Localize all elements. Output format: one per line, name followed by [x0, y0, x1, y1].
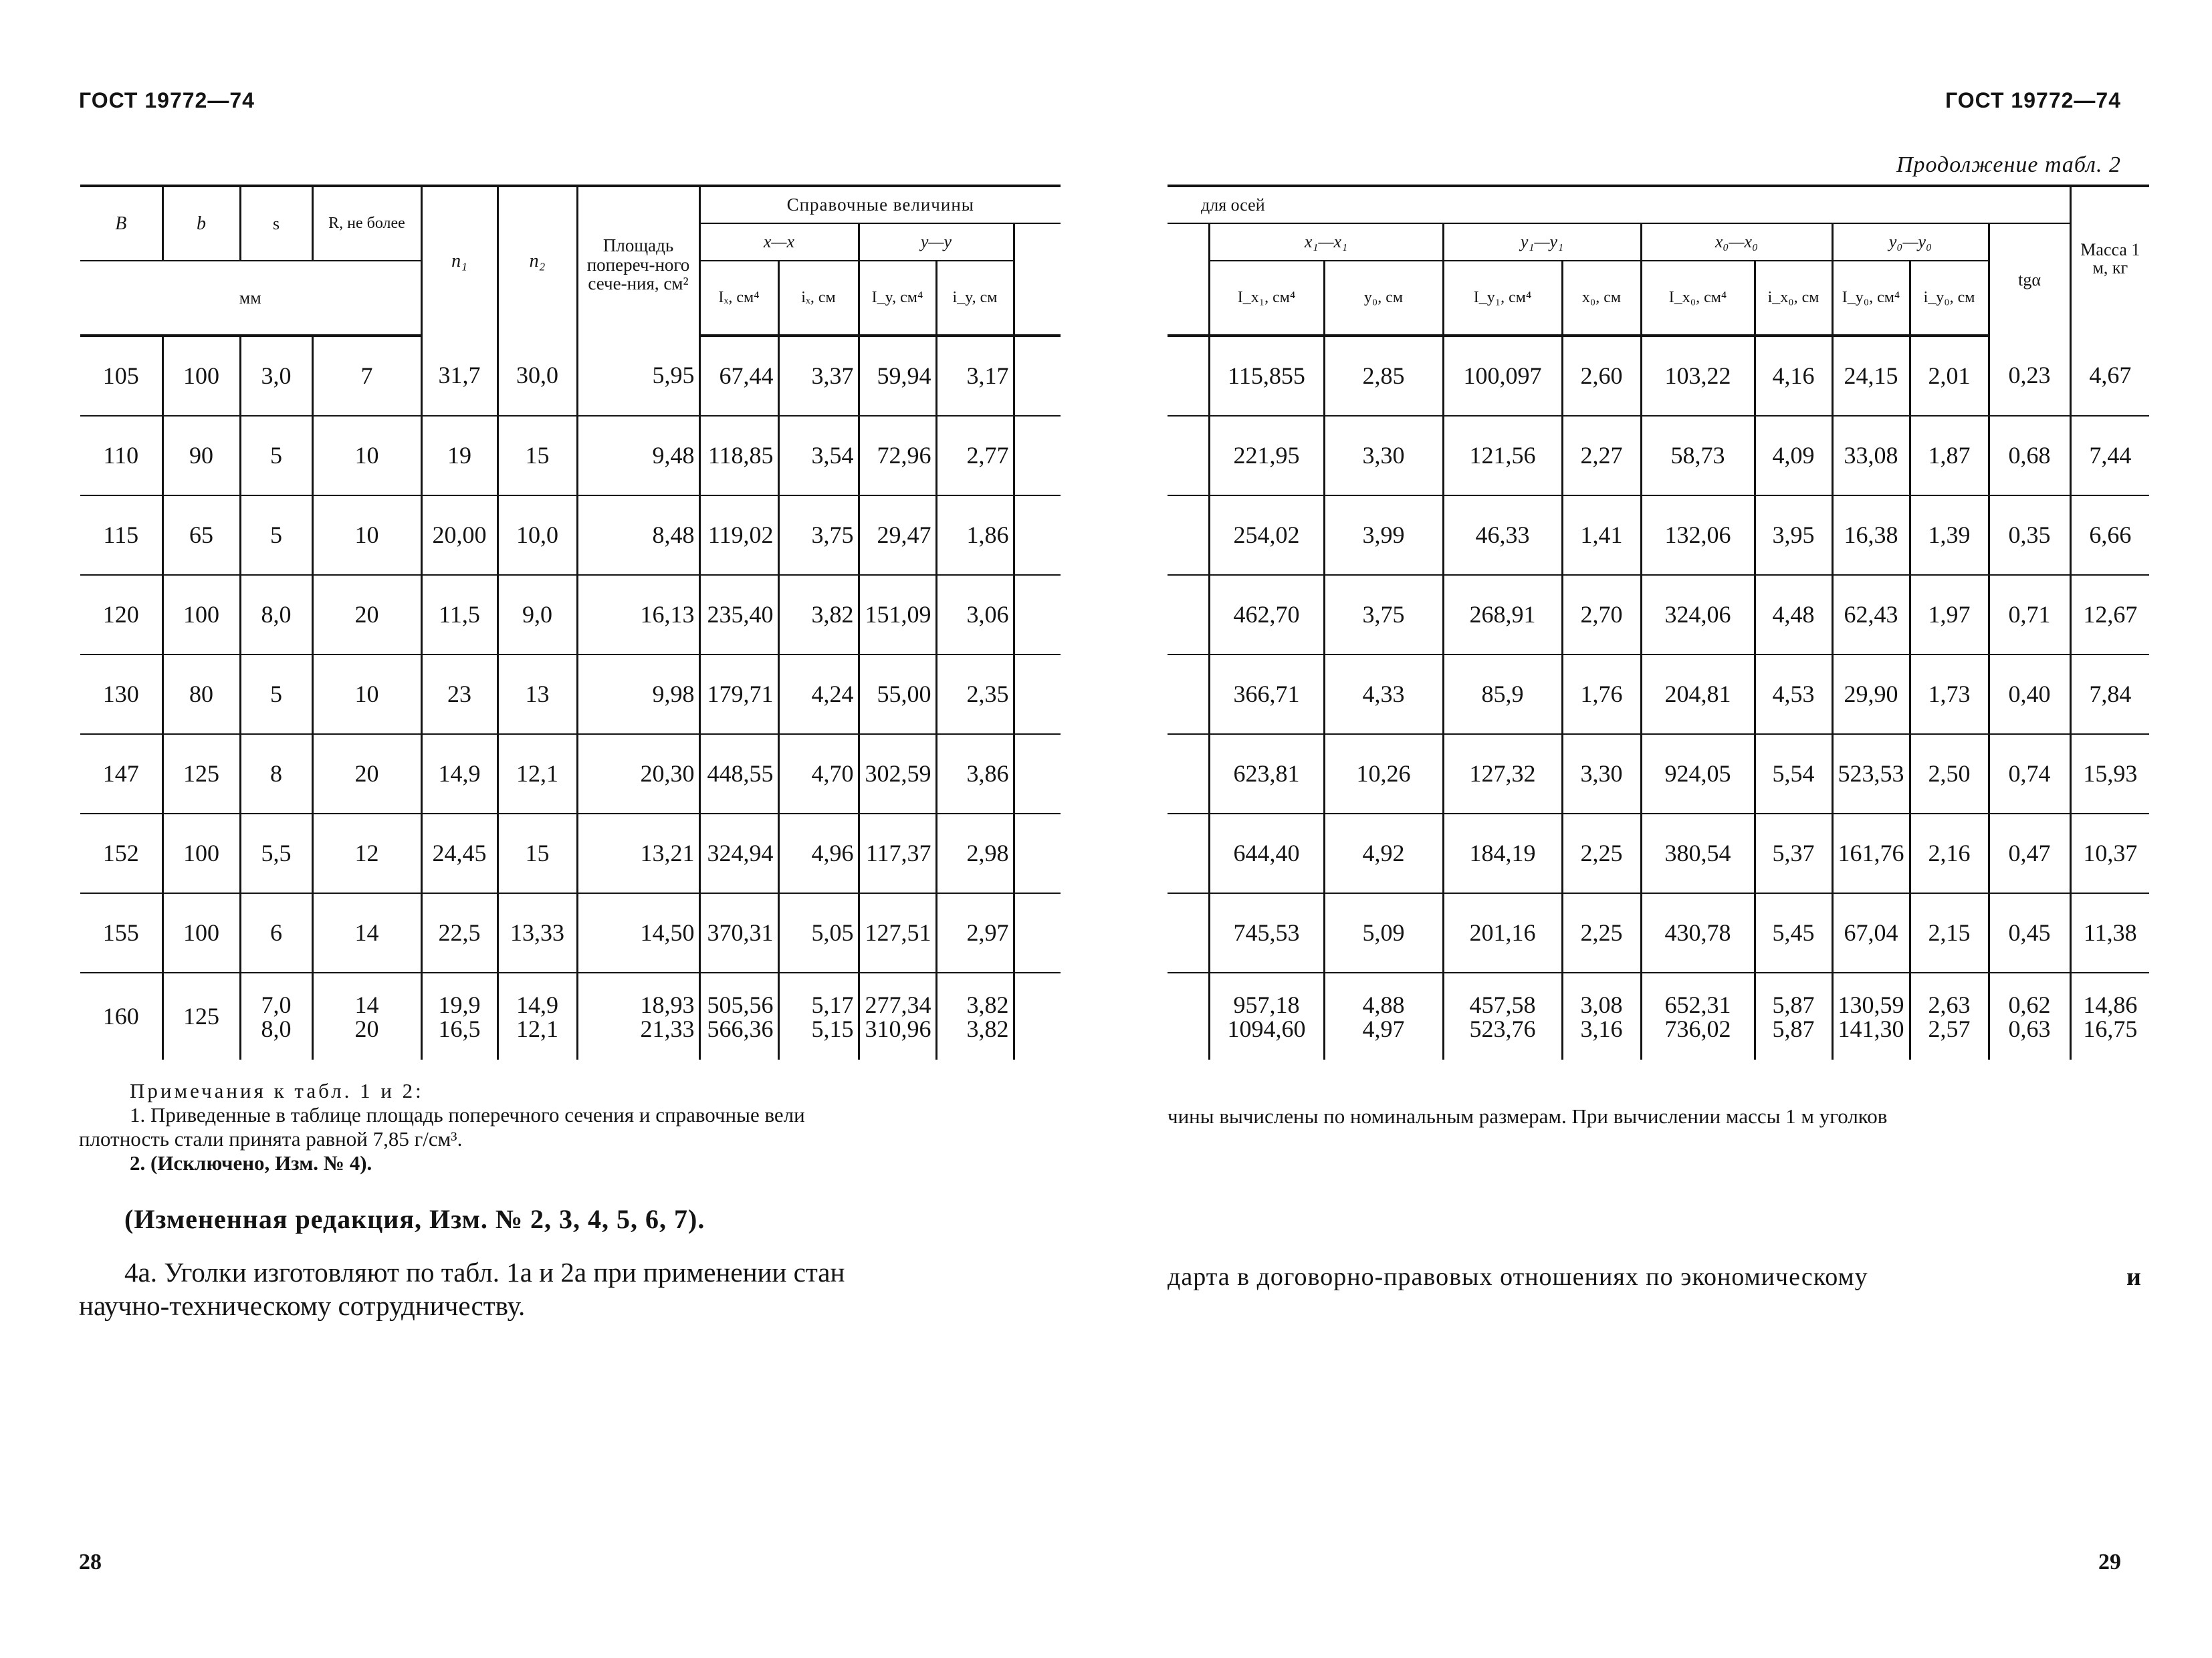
header-tg: tgα [1989, 223, 2070, 336]
table-row [80, 495, 1061, 575]
cell-n2 [497, 973, 577, 1060]
cell-area [577, 973, 699, 1060]
cell-Iy1 [1443, 973, 1562, 1060]
cell-iy0: 2,50 [1910, 734, 1989, 814]
cell-Iy: 151,09 [859, 575, 936, 655]
table-row [80, 655, 1061, 734]
cell-Iy: 127,51 [859, 893, 936, 973]
header-R: R, не более [312, 186, 421, 261]
cell-Ix1: 366,71 [1209, 655, 1324, 734]
cell-R: 14 [312, 893, 421, 973]
cell-Iy1-line-1: 457,58 [1469, 991, 1536, 1018]
note-1-line-1: 1. Приведенные в таблице площадь поперечного сечения и справочные вели [130, 1103, 805, 1127]
cell-R: 10 [312, 655, 421, 734]
header-ix0: i_x₀, см [1755, 261, 1832, 336]
cell-n1: 24,45 [421, 814, 497, 893]
cell-iy: 3,86 [936, 734, 1014, 814]
cell-iy: 3,17 [936, 336, 1014, 416]
cell-n1: 20,00 [421, 495, 497, 575]
cell-Iy: 117,37 [859, 814, 936, 893]
cell-tg [1989, 973, 2070, 1060]
cell-ix0-line-2: 5,87 [1772, 1015, 1815, 1042]
cell-ix0-line-1: 5,87 [1772, 991, 1815, 1018]
cell-s: 5 [240, 655, 312, 734]
table-row [1168, 575, 2149, 655]
cell-s: 6 [240, 893, 312, 973]
cell-Iy0-line-1: 130,59 [1838, 991, 1904, 1018]
cell-ix-line-1: 5,17 [811, 991, 854, 1018]
cell-ix: 5,05 [778, 893, 859, 973]
cell-Iy0: 523,53 [1832, 734, 1910, 814]
table-row [1168, 893, 2149, 973]
table-row [80, 973, 1061, 1060]
cell-Ix: 179,71 [699, 655, 778, 734]
cell-n1-line-2: 16,5 [438, 1015, 481, 1042]
cell-ix0: 4,09 [1755, 416, 1832, 495]
header-Iy1: I_y₁, см⁴ [1443, 261, 1562, 336]
cell-Ix0-line-1: 652,31 [1664, 991, 1731, 1018]
header-n1: n₁ [421, 186, 497, 336]
cell-B: 120 [80, 575, 162, 655]
cell-area-line-2: 21,33 [640, 1015, 695, 1042]
cell-Iy0: 33,08 [1832, 416, 1910, 495]
cell-mass: 15,93 [2070, 734, 2149, 814]
cell-Iy: 302,59 [859, 734, 936, 814]
cell-Ix1-line-2: 1094,60 [1227, 1015, 1306, 1042]
cell-Ix: 118,85 [699, 416, 778, 495]
header-yy: y—y [859, 223, 1014, 261]
cell-Iy1: 121,56 [1443, 416, 1562, 495]
table-row [1168, 814, 2149, 893]
cell-b: 100 [162, 814, 240, 893]
cell-iy0: 1,73 [1910, 655, 1989, 734]
cell-b: 65 [162, 495, 240, 575]
cell-tg: 0,40 [1989, 655, 2070, 734]
cell-iy [936, 973, 1014, 1060]
cell-s: 3,0 [240, 336, 312, 416]
cell-Iy1: 85,9 [1443, 655, 1562, 734]
cell-Ix0: 132,06 [1641, 495, 1755, 575]
table-row [80, 416, 1061, 495]
cell-tg-line-1: 0,62 [2008, 991, 2051, 1018]
cell-B: 147 [80, 734, 162, 814]
cell-s: 5,5 [240, 814, 312, 893]
cell-Ix0-line-2: 736,02 [1664, 1015, 1731, 1042]
cell-Ix1: 623,81 [1209, 734, 1324, 814]
cell-Ix1: 644,40 [1209, 814, 1324, 893]
cell-Iy1: 46,33 [1443, 495, 1562, 575]
cell-x0: 3,30 [1562, 734, 1641, 814]
cell-ix0: 4,48 [1755, 575, 1832, 655]
table-row [1168, 416, 2149, 495]
cell-Iy0: 62,43 [1832, 575, 1910, 655]
cell-Ix0: 324,06 [1641, 575, 1755, 655]
cell-x0: 1,76 [1562, 655, 1641, 734]
cell-Ix1: 221,95 [1209, 416, 1324, 495]
table-row [1168, 734, 2149, 814]
cell-Iy1: 268,91 [1443, 575, 1562, 655]
cell-Iy-line-1: 277,34 [865, 991, 931, 1018]
paragraph-4a [79, 1256, 845, 1322]
header-x1x1: x₁—x₁ [1209, 223, 1443, 261]
cell-Iy0: 24,15 [1832, 336, 1910, 416]
cell-Ix: 235,40 [699, 575, 778, 655]
cell-B: 110 [80, 416, 162, 495]
table-row [1168, 655, 2149, 734]
cell-R: 7 [312, 336, 421, 416]
cell-mass: 12,67 [2070, 575, 2149, 655]
table-row [80, 575, 1061, 655]
table-row [80, 814, 1061, 893]
cell-n1: 22,5 [421, 893, 497, 973]
cell-Ix1: 254,02 [1209, 495, 1324, 575]
cell-y0: 4,33 [1324, 655, 1443, 734]
cell-Iy-line-2: 310,96 [865, 1015, 931, 1042]
cell-Iy1-line-2: 523,76 [1469, 1015, 1536, 1042]
cell-ix: 4,96 [778, 814, 859, 893]
header-y1y1: y₁—y₁ [1443, 223, 1641, 261]
cell-Iy1: 184,19 [1443, 814, 1562, 893]
header-s: s [240, 186, 312, 261]
cell-ix0: 5,37 [1755, 814, 1832, 893]
cell-Ix1-line-1: 957,18 [1233, 991, 1300, 1018]
cell-mass: 4,67 [2070, 336, 2149, 416]
cell-R-line-2: 20 [354, 1015, 379, 1042]
cell-x0: 2,25 [1562, 893, 1641, 973]
cell-B: 105 [80, 336, 162, 416]
cell-ix0: 5,54 [1755, 734, 1832, 814]
table-row [1168, 336, 2149, 416]
header-y0y0: y₀—y₀ [1832, 223, 1989, 261]
header-n2: n₂ [497, 186, 577, 336]
cell-Ix [699, 973, 778, 1060]
header-mass: Масса 1 м, кг [2070, 186, 2149, 336]
cell-Iy1: 100,097 [1443, 336, 1562, 416]
table-row [80, 336, 1061, 416]
cell-y0 [1324, 973, 1443, 1060]
cell-Ix0: 204,81 [1641, 655, 1755, 734]
paragraph-4a-line-2: научно-техническому сотрудничеству. [79, 1290, 526, 1321]
cell-area: 9,98 [577, 655, 699, 734]
cell-mass-line-1: 14,86 [2083, 991, 2138, 1018]
cell-iy: 2,98 [936, 814, 1014, 893]
cell-iy: 3,06 [936, 575, 1014, 655]
cell-s-line-1: 7,0 [261, 991, 292, 1018]
cell-x0: 2,70 [1562, 575, 1641, 655]
cell-Iy0: 161,76 [1832, 814, 1910, 893]
right-page [1106, 0, 2212, 1658]
cell-iy0 [1910, 973, 1989, 1060]
cell-Iy: 29,47 [859, 495, 936, 575]
header-x0x0: x₀—x₀ [1641, 223, 1832, 261]
paragraph-4a-line-1: 4а. Уголки изготовляют по табл. 1а и 2а при применении стан [124, 1257, 845, 1288]
cell-b: 100 [162, 336, 240, 416]
cell-B: 115 [80, 495, 162, 575]
cell-tg: 0,74 [1989, 734, 2070, 814]
cell-ix: 3,75 [778, 495, 859, 575]
header-for-axes: для осей [1168, 186, 2070, 223]
cell-b: 90 [162, 416, 240, 495]
cell-mass: 11,38 [2070, 893, 2149, 973]
cell-b: 125 [162, 973, 240, 1060]
cell-ix0: 4,53 [1755, 655, 1832, 734]
cell-Iy: 59,94 [859, 336, 936, 416]
cell-R: 20 [312, 734, 421, 814]
cell-s: 8,0 [240, 575, 312, 655]
cell-Ix-line-2: 566,36 [707, 1015, 774, 1042]
left-page-number: 28 [79, 1550, 102, 1574]
cell-Ix0: 924,05 [1641, 734, 1755, 814]
note-2: 2. (Исключено, Изм. № 4). [130, 1151, 372, 1175]
cell-mass: 7,44 [2070, 416, 2149, 495]
table-row [1168, 973, 2149, 1060]
header-iy0: i_y₀, см [1910, 261, 1989, 336]
cell-Ix1: 745,53 [1209, 893, 1324, 973]
header-area: Площадь попереч-ного сече-ния, см² [577, 186, 699, 336]
cell-n2: 12,1 [497, 734, 577, 814]
cell-s: 5 [240, 416, 312, 495]
cell-iy: 2,35 [936, 655, 1014, 734]
cell-mass [2070, 973, 2149, 1060]
cell-n2: 13,33 [497, 893, 577, 973]
header-Iy: I_y, см⁴ [859, 261, 936, 336]
cell-ix [778, 973, 859, 1060]
cell-R-line-1: 14 [354, 991, 379, 1018]
cell-mass-line-2: 16,75 [2083, 1015, 2138, 1042]
cell-B: 160 [102, 1002, 139, 1030]
header-b: b [162, 186, 240, 261]
cell-Ix0: 103,22 [1641, 336, 1755, 416]
cell-area: 5,95 [577, 336, 699, 416]
right-table [1168, 185, 2149, 1060]
cell-ix: 3,82 [778, 575, 859, 655]
cell-x0: 1,41 [1562, 495, 1641, 575]
note-continuation: чины вычислены по номинальным размерам. При вычислении массы 1 м уголков [1168, 1104, 1888, 1128]
table-row [80, 893, 1061, 973]
cell-iy0: 2,16 [1910, 814, 1989, 893]
header-B: B [80, 186, 162, 261]
cell-Ix-line-1: 505,56 [707, 991, 774, 1018]
cell-iy0: 2,15 [1910, 893, 1989, 973]
paragraph-continuation: дарта в договорно-правовых отношениях по экономическому [1168, 1263, 1868, 1291]
cell-y0: 2,85 [1324, 336, 1443, 416]
cell-tg: 0,45 [1989, 893, 2070, 973]
cell-Ix1: 115,855 [1209, 336, 1324, 416]
cell-Iy0: 67,04 [1832, 893, 1910, 973]
header-mm: мм [80, 261, 421, 336]
right-page-number: 29 [2098, 1550, 2121, 1574]
cell-n2: 15 [497, 416, 577, 495]
cell-Ix: 67,44 [699, 336, 778, 416]
cell-iy0: 2,01 [1910, 336, 1989, 416]
cell-Iy0-line-2: 141,30 [1838, 1015, 1904, 1042]
cell-n2: 9,0 [497, 575, 577, 655]
cell-Ix0: 430,78 [1641, 893, 1755, 973]
cell-ix0 [1755, 973, 1832, 1060]
cell-Iy0 [1832, 973, 1910, 1060]
cell-n2-line-1: 14,9 [516, 991, 558, 1018]
continuation-label: Продолжение табл. 2 [1896, 152, 2121, 177]
cell-area: 20,30 [577, 734, 699, 814]
cell-ix0: 5,45 [1755, 893, 1832, 973]
cell-area: 16,13 [577, 575, 699, 655]
header-Iy0: I_y₀, см⁴ [1832, 261, 1910, 336]
cell-Ix0: 380,54 [1641, 814, 1755, 893]
cell-ix: 4,24 [778, 655, 859, 734]
cell-iy0-line-2: 2,57 [1928, 1015, 1971, 1042]
notes [79, 1079, 805, 1175]
cell-area: 13,21 [577, 814, 699, 893]
cell-n1-line-1: 19,9 [438, 991, 481, 1018]
cell-iy0: 1,39 [1910, 495, 1989, 575]
cell-s: 5 [240, 495, 312, 575]
cell-ix0: 3,95 [1755, 495, 1832, 575]
cell-n1 [421, 973, 497, 1060]
cell-iy: 1,86 [936, 495, 1014, 575]
cell-n1: 19 [421, 416, 497, 495]
cell-iy: 2,77 [936, 416, 1014, 495]
cell-tg: 0,71 [1989, 575, 2070, 655]
cell-y0-line-2: 4,97 [1362, 1015, 1405, 1042]
cell-Ix: 448,55 [699, 734, 778, 814]
redaction-note: (Измененная редакция, Изм. № 2, 3, 4, 5, 6, 7). [124, 1204, 705, 1234]
cell-Iy0: 16,38 [1832, 495, 1910, 575]
cell-s [240, 973, 312, 1060]
cell-y0-line-1: 4,88 [1362, 991, 1405, 1018]
cell-b: 125 [162, 734, 240, 814]
cell-mass: 10,37 [2070, 814, 2149, 893]
cell-Ix1 [1209, 973, 1324, 1060]
cell-n2: 10,0 [497, 495, 577, 575]
cell-x0: 2,27 [1562, 416, 1641, 495]
header-Ix: Iₓ, см⁴ [699, 261, 778, 336]
left-table [80, 185, 1061, 1060]
cell-y0: 3,75 [1324, 575, 1443, 655]
cell-tg: 0,68 [1989, 416, 2070, 495]
cell-n1: 14,9 [421, 734, 497, 814]
cell-n2: 15 [497, 814, 577, 893]
cell-area: 9,48 [577, 416, 699, 495]
cell-y0: 5,09 [1324, 893, 1443, 973]
header-Ix1: I_x₁, см⁴ [1209, 261, 1324, 336]
cell-Iy0: 29,90 [1832, 655, 1910, 734]
cell-x0 [1562, 973, 1641, 1060]
cell-Iy1: 201,16 [1443, 893, 1562, 973]
cell-n2: 30,0 [497, 336, 577, 416]
cell-Ix: 370,31 [699, 893, 778, 973]
cell-area-line-1: 18,93 [640, 991, 695, 1018]
cell-ix: 4,70 [778, 734, 859, 814]
cell-B: 152 [80, 814, 162, 893]
cell-iy0: 1,87 [1910, 416, 1989, 495]
cell-y0: 10,26 [1324, 734, 1443, 814]
right-page-header: ГОСТ 19772—74 [1945, 88, 2121, 112]
cell-x0-line-2: 3,16 [1580, 1015, 1623, 1042]
cell-tg: 0,23 [1989, 336, 2070, 416]
cell-b: 100 [162, 575, 240, 655]
left-page-header: ГОСТ 19772—74 [79, 88, 255, 112]
header-y0: y₀, см [1324, 261, 1443, 336]
cell-x0: 2,25 [1562, 814, 1641, 893]
cell-B: 155 [80, 893, 162, 973]
cell-x0-line-1: 3,08 [1580, 991, 1623, 1018]
cell-Ix1: 462,70 [1209, 575, 1324, 655]
cell-y0: 3,99 [1324, 495, 1443, 575]
cell-mass: 7,84 [2070, 655, 2149, 734]
table-row [80, 734, 1061, 814]
cell-Ix0 [1641, 973, 1755, 1060]
notes-title: Примечания к табл. 1 и 2: [130, 1079, 424, 1102]
cell-n2: 13 [497, 655, 577, 734]
cell-Iy [859, 973, 936, 1060]
cell-iy-line-2: 3,82 [966, 1015, 1009, 1042]
header-x0: x₀, см [1562, 261, 1641, 336]
cell-y0: 3,30 [1324, 416, 1443, 495]
cell-area: 8,48 [577, 495, 699, 575]
header-iy: i_y, см [936, 261, 1014, 336]
cell-Iy: 55,00 [859, 655, 936, 734]
cell-n1: 31,7 [421, 336, 497, 416]
table-row [1168, 495, 2149, 575]
header-ix: iₓ, см [778, 261, 859, 336]
cell-R: 10 [312, 416, 421, 495]
cell-iy0: 1,97 [1910, 575, 1989, 655]
cell-R: 10 [312, 495, 421, 575]
paragraph-continuation-end: и [2126, 1263, 2141, 1291]
cell-Ix: 324,94 [699, 814, 778, 893]
cell-ix: 3,54 [778, 416, 859, 495]
cell-R [312, 973, 421, 1060]
cell-n1: 23 [421, 655, 497, 734]
cell-ix: 3,37 [778, 336, 859, 416]
header-xx: x—x [699, 223, 859, 261]
cell-x0: 2,60 [1562, 336, 1641, 416]
cell-y0: 4,92 [1324, 814, 1443, 893]
cell-R: 20 [312, 575, 421, 655]
cell-mass: 6,66 [2070, 495, 2149, 575]
cell-Iy1: 127,32 [1443, 734, 1562, 814]
cell-R: 12 [312, 814, 421, 893]
cell-iy: 2,97 [936, 893, 1014, 973]
cell-ix-line-2: 5,15 [811, 1015, 854, 1042]
cell-Iy: 72,96 [859, 416, 936, 495]
cell-s: 8 [240, 734, 312, 814]
cell-b: 80 [162, 655, 240, 734]
cell-s-line-2: 8,0 [261, 1015, 292, 1042]
cell-tg: 0,47 [1989, 814, 2070, 893]
cell-Ix: 119,02 [699, 495, 778, 575]
note-1-line-2: плотность стали принята равной 7,85 г/см³. [79, 1127, 463, 1151]
cell-n1: 11,5 [421, 575, 497, 655]
cell-iy-line-1: 3,82 [966, 991, 1009, 1018]
cell-tg: 0,35 [1989, 495, 2070, 575]
cell-tg-line-2: 0,63 [2008, 1015, 2051, 1042]
header-reference-values: Справочные величины [699, 186, 1061, 223]
cell-ix0: 4,16 [1755, 336, 1832, 416]
cell-n2-line-2: 12,1 [516, 1015, 558, 1042]
cell-Ix0: 58,73 [1641, 416, 1755, 495]
header-Ix0: I_x₀, см⁴ [1641, 261, 1755, 336]
cell-area: 14,50 [577, 893, 699, 973]
cell-iy0-line-1: 2,63 [1928, 991, 1971, 1018]
cell-B: 130 [80, 655, 162, 734]
cell-b: 100 [162, 893, 240, 973]
